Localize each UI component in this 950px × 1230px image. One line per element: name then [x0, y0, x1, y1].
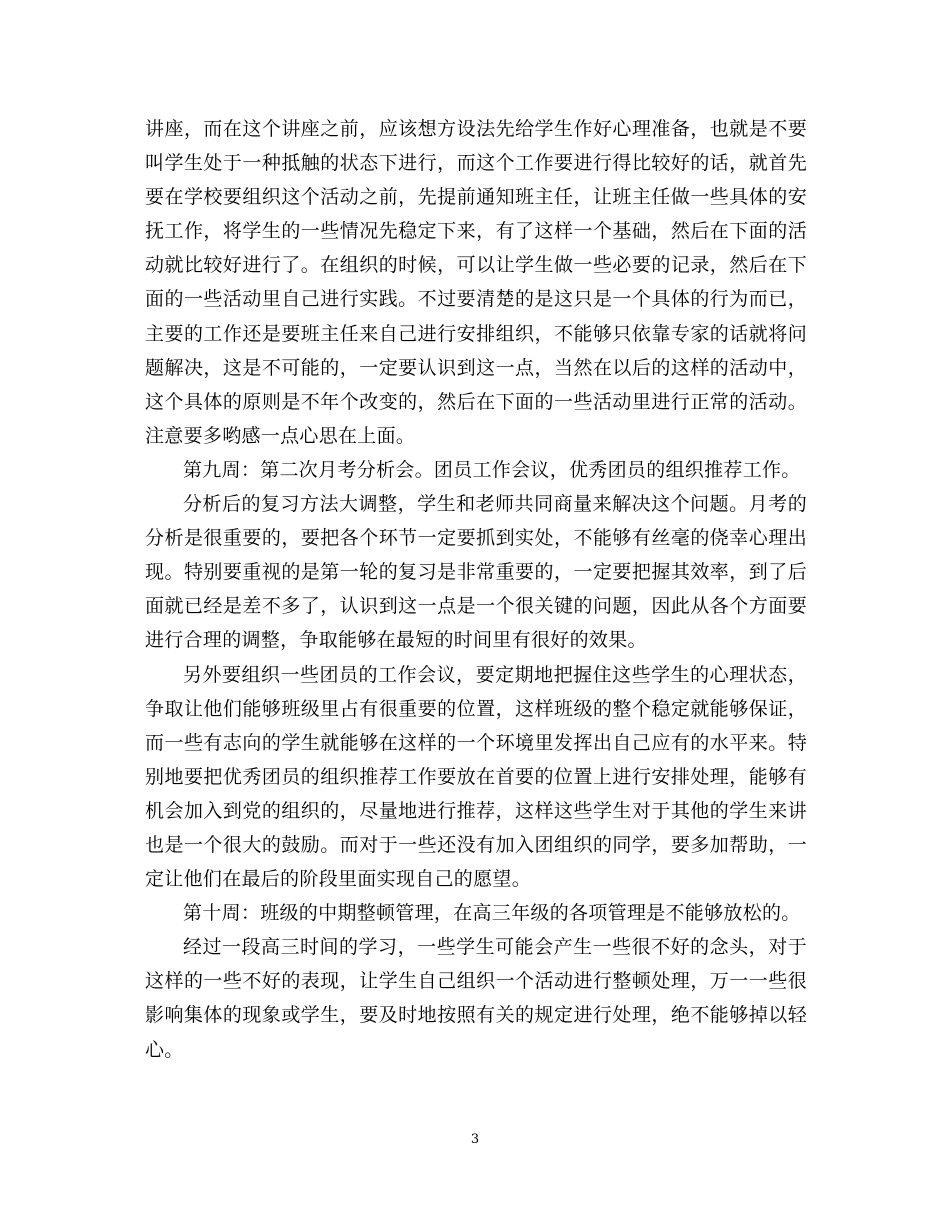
paragraph-6: 经过一段高三时间的学习，一些学生可能会产生一些很不好的念头，对于这样的一些不好的表现，让学生自己组织一个活动进行整顿处理，万一一些很影响集体的现象或学生，要及时地按照有关的规定进行处理，绝不能够掉以轻心。	[145, 936, 807, 1061]
body-text	[145, 112, 807, 1067]
paragraph-2: 第九周：第二次月考分析会。团员工作会议，优秀团员的组织推荐工作。	[183, 458, 801, 481]
paragraph-3: 分析后的复习方法大调整，学生和老师共同商量来解决这个问题。月考的分析是很重要的，要把各个环节一定要抓到实处，不能够有丝毫的侥幸心理出现。特别要重视的是第一轮的复习是非常重要的，一定要把握其效率，到了后面就已经是差不多了，认识到这一点是一个很关键的问题，因此从各个方面要进行合理的调整，争取能够在最短的时间里有很好的效果。	[145, 493, 807, 652]
paragraph-5: 第十周：班级的中期整顿管理，在高三年级的各项管理是不能够放松的。	[183, 902, 801, 925]
paragraph-4: 另外要组织一些团员的工作会议，要定期地把握住这些学生的心理状态， 争取让他们能够班级里占有很重要的位置，这样班级的整个稳定就能够保证，而一些有志向的学生就能够在这样的一个环境里发挥出自己应有的水平来。特别地要把优秀团员的组织推荐工作要放在首要的位置上进行安排处理，能够有机会加入到党的组织的，尽量地进行推荐，这样这些学生对于其他的学生来讲也是一个很大的鼓励。而对于一些还没有加入团组织的同学，要多加帮助，一定让他们在最后的阶段里面实现自己的愿望。	[145, 663, 807, 891]
paragraph-1: 讲座，而在这个讲座之前，应该想方设法先给学生作好心理准备，也就是不要叫学生处于一种抵触的状态下进行，而这个工作要进行得比较好的话，就首先要在学校要组织这个活动之前，先提前通知班主任，让班主任做一些具体的安抚工作，将学生的一些情况先稳定下来，有了这样一个基础，然后在下面的活动就比较好进行了。在组织的时候，可以让学生做一些必要的记录，然后在下面的一些活动里自己进行实践。不过要清楚的是这只是一个具体的行为而已，主要的工作还是要班主任来自己进行安排组织，不能够只依靠专家的话就将问题解决，这是不可能的，一定要认识到这一点，当然在以后的这样的活动中，这个具体的原则是不年个改变的，然后在下面的一些活动里进行正常的活动。注意要多哟感一点心思在上面。	[145, 118, 807, 447]
page-number: 3	[470, 1132, 480, 1147]
